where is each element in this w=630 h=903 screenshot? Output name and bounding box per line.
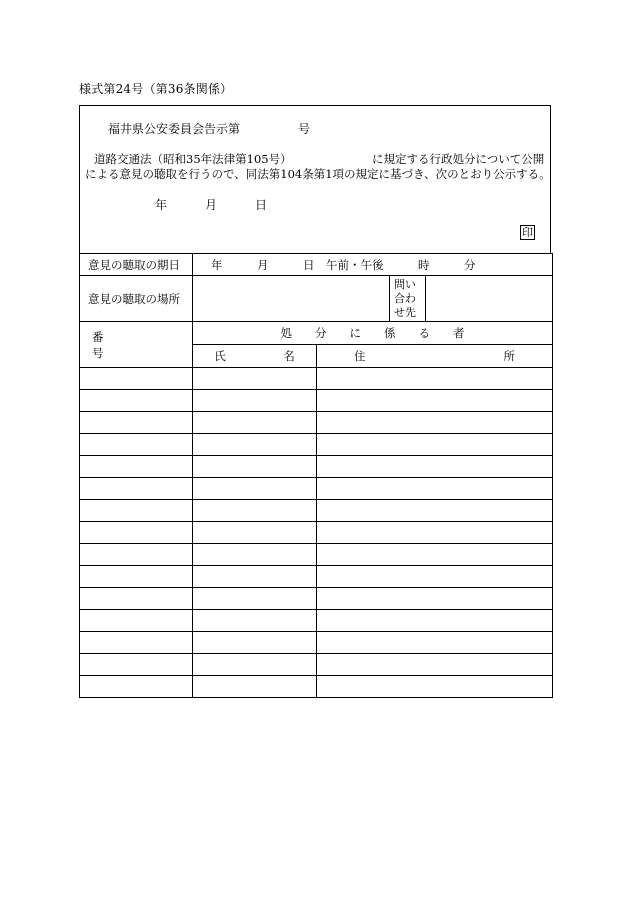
address-cell [317,478,553,500]
address-cell [317,368,553,390]
address-cell [317,500,553,522]
name-cell [193,676,317,698]
name-cell [193,500,317,522]
table-row [80,654,553,676]
inquiry-value [426,276,553,322]
date-day: 日 [255,198,268,212]
inquiry-line-2: 合わ [394,291,416,305]
name-cell [193,588,317,610]
hearing-date-value: 年 月 日 午前・午後 時 分 [193,254,553,276]
seal-mark: 印 [522,226,533,239]
hearing-date-label: 意見の聴取の期日 [80,254,193,276]
number-cell [80,412,193,434]
number-cell [80,632,193,654]
table-row [80,412,553,434]
name-cell [193,522,317,544]
address-cell [317,544,553,566]
address-cell [317,588,553,610]
table-row [80,544,553,566]
address-cell [317,632,553,654]
number-cell [80,500,193,522]
inquiry-line-3: せ先 [394,305,416,319]
form-title: 様式第24号（第36条関係） [79,82,233,96]
inquiry-line-1: 問い [394,277,416,291]
name-cell [193,478,317,500]
number-cell [80,434,193,456]
table-row [80,478,553,500]
table-row [80,676,553,698]
number-cell [80,522,193,544]
number-cell [80,456,193,478]
paragraph-line1-right: に規定する行政処分について公開 [372,152,545,166]
notice-number-line [108,120,310,137]
address-cell [317,676,553,698]
party-group-header: 処 分 に 係 る 者 [193,322,553,345]
address-cell [317,412,553,434]
number-cell [80,566,193,588]
name-cell [193,368,317,390]
address-cell [317,434,553,456]
table-row [80,434,553,456]
table-row [80,566,553,588]
notice-suffix: 号 [298,122,311,136]
address-cell [317,456,553,478]
hearing-table [79,253,553,698]
number-cell [80,588,193,610]
notice-date [155,196,267,213]
address-cell [317,654,553,676]
name-cell [193,412,317,434]
number-header: 番 号 [80,322,193,368]
notice-prefix: 福井県公安委員会告示第 [108,122,241,136]
table-row [80,500,553,522]
name-cell [193,544,317,566]
address-cell [317,390,553,412]
table-row [80,368,553,390]
table-row [80,522,553,544]
address-header: 住 所 [317,345,553,368]
table-row [80,456,553,478]
number-cell [80,654,193,676]
number-cell [80,544,193,566]
name-header: 氏 名 [193,345,317,368]
paragraph-line2: による意見の聴取を行うので、同法第104条第1項の規定に基づき、次のとおり公示する。 [85,167,551,181]
number-cell [80,676,193,698]
name-cell [193,390,317,412]
address-cell [317,566,553,588]
name-cell [193,610,317,632]
table-row [80,588,553,610]
name-cell [193,654,317,676]
number-cell [80,390,193,412]
table-row [80,610,553,632]
table-row [80,632,553,654]
name-cell [193,456,317,478]
name-cell [193,632,317,654]
paragraph-line1-left: 道路交通法（昭和35年法律第105号） [94,152,292,166]
number-cell [80,478,193,500]
table-row [80,390,553,412]
address-cell [317,610,553,632]
date-month: 月 [205,198,218,212]
name-cell [193,566,317,588]
number-cell [80,610,193,632]
number-cell [80,368,193,390]
address-cell [317,522,553,544]
date-year: 年 [155,198,168,212]
hearing-place-label: 意見の聴取の場所 [80,276,193,322]
name-cell [193,434,317,456]
hearing-place-value [193,276,390,322]
inquiry-label [390,276,426,322]
